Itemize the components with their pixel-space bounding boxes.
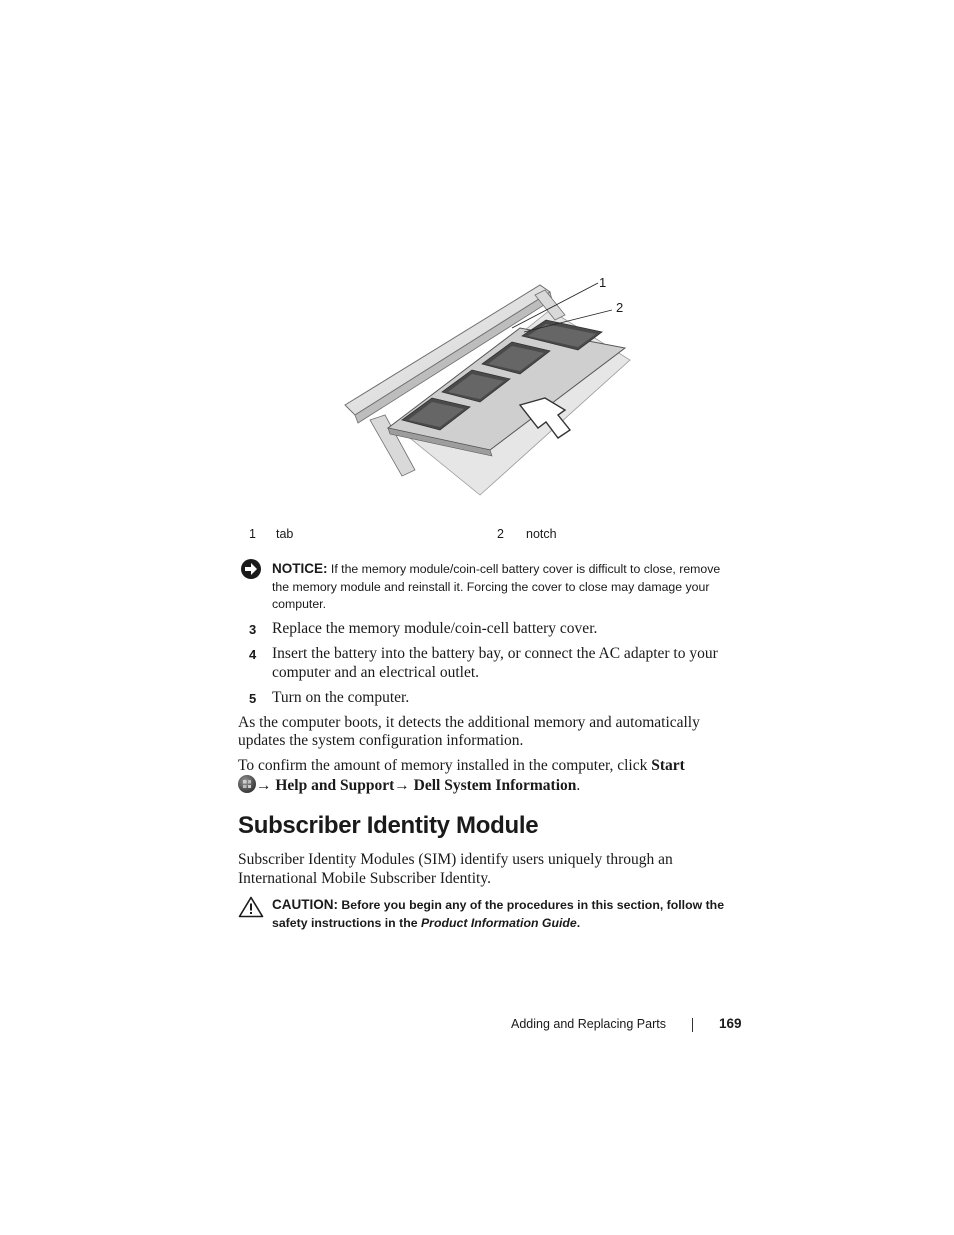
notice-line-2: the memory module and reinstall it. Forcing the cover to close may damage your — [272, 579, 710, 594]
arrow-2: → — [394, 777, 410, 794]
memory-module-illustration — [340, 270, 640, 510]
notice-line-3: computer. — [272, 597, 326, 611]
section-heading: Subscriber Identity Module — [238, 812, 539, 839]
para-confirm-line-2 — [238, 775, 580, 795]
notice-icon — [240, 558, 262, 580]
para-sim-line-2: International Mobile Subscriber Identity. — [238, 870, 491, 887]
legend-label-tab: tab — [276, 527, 294, 541]
legend-label-notch: notch — [526, 527, 557, 541]
step-3-text: Replace the memory module/coin-cell battery cover. — [272, 620, 598, 637]
legend-num-1: 1 — [249, 527, 256, 541]
para-confirm-text: To confirm the amount of memory installed in the computer, click — [238, 757, 648, 774]
para-confirm-line-1 — [238, 756, 685, 775]
step-4-line-1: Insert the battery into the battery bay, or connect the AC adapter to your — [272, 645, 718, 662]
notice-line-1: If the memory module/coin-cell battery cover is difficult to close, remove — [330, 562, 721, 576]
step-num-5: 5 — [249, 691, 257, 706]
para-sim-line-1: Subscriber Identity Modules (SIM) identify users uniquely through an — [238, 851, 673, 868]
legend-num-2: 2 — [497, 527, 504, 541]
arrow-1: → — [256, 777, 272, 794]
step-num-4: 4 — [249, 647, 257, 662]
product-information-guide: Product Information Guide — [420, 915, 577, 930]
windows-start-icon — [238, 775, 256, 793]
period: . — [576, 777, 581, 794]
footer-section-title: Adding and Replacing Parts — [511, 1017, 666, 1031]
callout-1: 1 — [599, 275, 607, 290]
notice-label: NOTICE: — [272, 561, 328, 576]
start-menu-link: Start — [651, 757, 685, 774]
dell-system-information-link: Dell System Information — [413, 777, 577, 794]
help-and-support-link: Help and Support — [275, 777, 395, 794]
caution-line-1: Before you begin any of the procedures in this section, follow the — [341, 898, 725, 912]
step-5-text: Turn on the computer. — [272, 689, 410, 706]
footer-separator — [692, 1018, 693, 1032]
para-boot-line-2: updates the system configuration information. — [238, 732, 524, 749]
caution-icon — [238, 896, 264, 918]
caution-label: CAUTION: — [272, 897, 338, 912]
callout-2: 2 — [616, 300, 624, 315]
step-4-line-2: computer and an electrical outlet. — [272, 664, 480, 681]
page-number: 169 — [719, 1016, 742, 1031]
caution-block — [272, 896, 732, 932]
para-boot-line-1: As the computer boots, it detects the additional memory and automatically — [238, 714, 700, 731]
caution-line-2: safety instructions in the — [272, 915, 418, 930]
step-num-3: 3 — [249, 622, 257, 637]
notice-block — [272, 560, 742, 614]
caution-period: . — [576, 915, 581, 930]
